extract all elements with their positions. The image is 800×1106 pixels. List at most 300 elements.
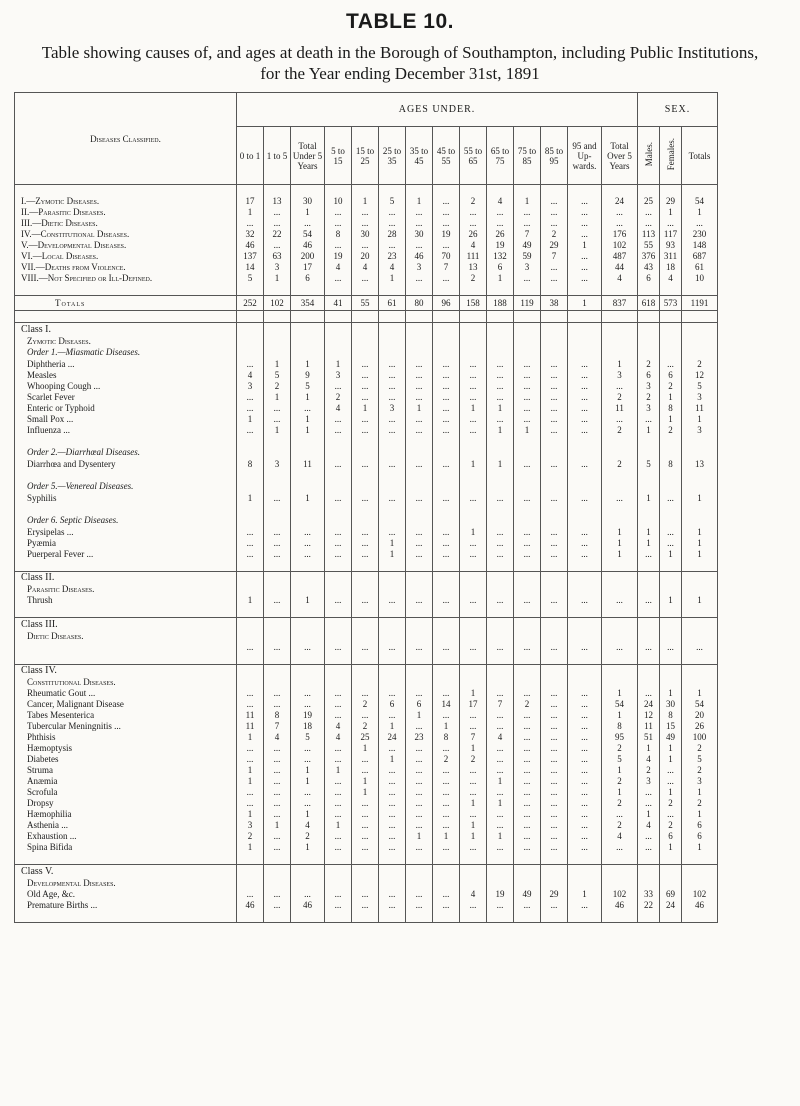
value-cell: ... — [568, 754, 602, 765]
row-label: Scrofula — [15, 787, 237, 798]
value-cell: ... — [264, 595, 291, 606]
value-cell: 54 — [682, 196, 718, 207]
value-cell: ... — [352, 549, 379, 560]
value-cell: ... — [406, 776, 433, 787]
value-cell — [660, 571, 682, 584]
value-cell: 1 — [291, 392, 325, 403]
value-cell: 1 — [638, 809, 660, 820]
value-cell — [264, 311, 291, 323]
row-label: Phthisis — [15, 732, 237, 743]
value-cell: ... — [514, 732, 541, 743]
value-cell — [514, 436, 541, 447]
value-cell — [325, 311, 352, 323]
row-label: Puerperal Fever ... — [15, 549, 237, 560]
value-cell — [433, 311, 460, 323]
value-cell — [514, 323, 541, 336]
value-cell: ... — [660, 218, 682, 229]
row-label: Anæmia — [15, 776, 237, 787]
value-cell: 2 — [638, 765, 660, 776]
value-cell — [638, 560, 660, 572]
value-cell: ... — [379, 359, 406, 370]
value-cell: 69 — [660, 889, 682, 900]
value-cell: 5 — [291, 732, 325, 743]
value-cell: 41 — [325, 296, 352, 311]
value-cell — [237, 618, 264, 631]
value-cell: 1 — [660, 595, 682, 606]
value-cell — [568, 571, 602, 584]
value-cell — [352, 185, 379, 197]
value-cell: ... — [379, 765, 406, 776]
sex-header: SEX. — [638, 93, 718, 127]
row-label: VI.—Local Diseases. — [15, 251, 237, 262]
value-cell: ... — [541, 831, 568, 842]
value-cell: ... — [352, 710, 379, 721]
value-cell — [541, 347, 568, 359]
value-cell: 188 — [487, 296, 514, 311]
value-cell — [433, 571, 460, 584]
value-cell — [264, 878, 291, 889]
value-cell — [682, 311, 718, 323]
value-cell: 30 — [660, 699, 682, 710]
row-label: Dropsy — [15, 798, 237, 809]
value-cell — [291, 631, 325, 642]
value-cell — [638, 584, 660, 595]
value-cell: ... — [291, 754, 325, 765]
value-cell: 3 — [406, 262, 433, 273]
value-cell: ... — [602, 842, 638, 853]
value-cell: 1 — [682, 842, 718, 853]
value-cell — [514, 470, 541, 481]
disease-row — [15, 710, 718, 721]
value-cell: ... — [352, 754, 379, 765]
value-cell: 8 — [602, 721, 638, 732]
value-cell: ... — [433, 381, 460, 392]
value-cell — [487, 571, 514, 584]
value-cell: 5 — [682, 754, 718, 765]
value-cell — [541, 853, 568, 865]
value-cell — [638, 284, 660, 296]
value-cell: 3 — [638, 381, 660, 392]
value-cell: 6 — [406, 699, 433, 710]
value-cell — [406, 606, 433, 618]
value-cell: ... — [352, 688, 379, 699]
value-cell — [514, 584, 541, 595]
totals-header: Totals — [682, 127, 718, 185]
value-cell: ... — [379, 798, 406, 809]
value-cell — [514, 865, 541, 878]
value-cell: ... — [541, 754, 568, 765]
value-cell: ... — [568, 787, 602, 798]
value-cell: ... — [541, 721, 568, 732]
value-cell: ... — [514, 414, 541, 425]
value-cell: ... — [638, 549, 660, 560]
value-cell: ... — [325, 754, 352, 765]
value-cell: ... — [541, 527, 568, 538]
value-cell: ... — [514, 710, 541, 721]
value-cell: ... — [460, 538, 487, 549]
value-cell: 26 — [682, 721, 718, 732]
value-cell — [660, 311, 682, 323]
value-cell: ... — [638, 642, 660, 653]
value-cell — [487, 436, 514, 447]
value-cell — [568, 515, 602, 527]
value-cell — [406, 911, 433, 923]
value-cell — [487, 560, 514, 572]
value-cell: 1 — [291, 207, 325, 218]
value-cell: ... — [352, 493, 379, 504]
value-cell: 46 — [237, 240, 264, 251]
value-cell: ... — [352, 820, 379, 831]
value-cell: 22 — [264, 229, 291, 240]
value-cell — [264, 347, 291, 359]
value-cell — [291, 664, 325, 677]
value-cell — [325, 481, 352, 493]
table-row — [15, 436, 718, 447]
value-cell — [237, 853, 264, 865]
value-cell: ... — [325, 414, 352, 425]
value-cell: ... — [514, 359, 541, 370]
value-cell — [602, 436, 638, 447]
value-cell: ... — [660, 765, 682, 776]
value-cell: ... — [487, 710, 514, 721]
value-cell: 1 — [325, 820, 352, 831]
value-cell: ... — [541, 493, 568, 504]
value-cell — [514, 515, 541, 527]
value-cell: ... — [568, 842, 602, 853]
value-cell — [379, 481, 406, 493]
value-cell: 2 — [352, 699, 379, 710]
class-name-row — [15, 677, 718, 688]
value-cell: 1 — [237, 493, 264, 504]
value-cell — [325, 653, 352, 665]
value-cell: 13 — [460, 262, 487, 273]
age-column-header: 15 to 25 — [352, 127, 379, 185]
value-cell: ... — [514, 688, 541, 699]
value-cell: 20 — [352, 251, 379, 262]
value-cell: 2 — [602, 776, 638, 787]
value-cell — [291, 447, 325, 459]
value-cell: ... — [460, 787, 487, 798]
value-cell: 1 — [406, 403, 433, 414]
value-cell — [487, 311, 514, 323]
value-cell: ... — [541, 273, 568, 284]
value-cell — [237, 481, 264, 493]
value-cell: ... — [541, 642, 568, 653]
value-cell: ... — [352, 218, 379, 229]
value-cell: 1 — [460, 820, 487, 831]
value-cell: ... — [379, 459, 406, 470]
row-label: Scarlet Fever — [15, 392, 237, 403]
value-cell: ... — [325, 527, 352, 538]
row-label: II.—Parasitic Diseases. — [15, 207, 237, 218]
value-cell: ... — [379, 710, 406, 721]
value-cell — [291, 911, 325, 923]
value-cell — [514, 853, 541, 865]
value-cell: 4 — [325, 262, 352, 273]
value-cell — [379, 606, 406, 618]
value-cell: ... — [237, 787, 264, 798]
value-cell — [682, 653, 718, 665]
value-cell: ... — [568, 538, 602, 549]
value-cell: ... — [568, 765, 602, 776]
value-cell: 33 — [638, 889, 660, 900]
value-cell: ... — [379, 900, 406, 911]
value-cell — [379, 677, 406, 688]
value-cell: ... — [264, 754, 291, 765]
value-cell: 1 — [487, 425, 514, 436]
age-column-header: 85 to 95 — [541, 127, 568, 185]
row-label: Rheumatic Gout ... — [15, 688, 237, 699]
value-cell: ... — [291, 889, 325, 900]
value-cell: ... — [541, 392, 568, 403]
value-cell: 51 — [638, 732, 660, 743]
value-cell — [237, 311, 264, 323]
value-cell: 5 — [379, 196, 406, 207]
value-cell: ... — [541, 809, 568, 820]
value-cell — [487, 323, 514, 336]
value-cell — [568, 436, 602, 447]
value-cell — [291, 653, 325, 665]
value-cell: ... — [568, 809, 602, 820]
value-cell — [406, 584, 433, 595]
value-cell: ... — [291, 699, 325, 710]
value-cell — [379, 664, 406, 677]
value-cell: 1 — [264, 273, 291, 284]
age-column-header: 75 to 85 — [514, 127, 541, 185]
value-cell: 1 — [602, 710, 638, 721]
value-cell — [660, 911, 682, 923]
value-cell: 1 — [638, 527, 660, 538]
disease-row — [15, 425, 718, 436]
value-cell: 8 — [660, 459, 682, 470]
value-cell — [460, 436, 487, 447]
value-cell — [638, 336, 660, 347]
value-cell: ... — [433, 527, 460, 538]
value-cell: ... — [237, 538, 264, 549]
value-cell: 2 — [602, 743, 638, 754]
value-cell: ... — [433, 889, 460, 900]
value-cell: 1 — [237, 842, 264, 853]
value-cell: ... — [514, 595, 541, 606]
value-cell — [325, 185, 352, 197]
value-cell: ... — [514, 370, 541, 381]
value-cell: ... — [433, 240, 460, 251]
value-cell: ... — [237, 798, 264, 809]
value-cell: ... — [325, 710, 352, 721]
value-cell — [237, 631, 264, 642]
value-cell — [379, 323, 406, 336]
value-cell: ... — [568, 688, 602, 699]
value-cell — [352, 664, 379, 677]
value-cell: ... — [514, 900, 541, 911]
row-label — [15, 185, 237, 197]
value-cell — [638, 653, 660, 665]
value-cell: ... — [291, 403, 325, 414]
value-cell — [541, 865, 568, 878]
value-cell: 13 — [264, 196, 291, 207]
value-cell: 29 — [541, 240, 568, 251]
value-cell: ... — [638, 207, 660, 218]
value-cell: 55 — [352, 296, 379, 311]
value-cell: 95 — [602, 732, 638, 743]
value-cell: 5 — [602, 754, 638, 765]
value-cell — [325, 571, 352, 584]
value-cell — [638, 677, 660, 688]
value-cell: ... — [352, 900, 379, 911]
value-cell: ... — [406, 359, 433, 370]
value-cell: 12 — [638, 710, 660, 721]
value-cell — [487, 618, 514, 631]
value-cell: 1 — [291, 595, 325, 606]
value-cell: ... — [325, 798, 352, 809]
value-cell — [660, 677, 682, 688]
value-cell: ... — [460, 549, 487, 560]
value-cell: ... — [406, 218, 433, 229]
value-cell — [379, 911, 406, 923]
value-cell — [406, 436, 433, 447]
value-cell: 2 — [325, 392, 352, 403]
value-cell — [264, 571, 291, 584]
value-cell — [264, 664, 291, 677]
value-cell: 1 — [487, 459, 514, 470]
value-cell — [514, 185, 541, 197]
value-cell — [660, 336, 682, 347]
value-cell — [352, 436, 379, 447]
value-cell: 4 — [291, 820, 325, 831]
value-cell: ... — [460, 776, 487, 787]
row-label: Diarrhœa and Dysentery — [15, 459, 237, 470]
value-cell: ... — [237, 425, 264, 436]
disease-row — [15, 831, 718, 842]
value-cell: ... — [433, 842, 460, 853]
value-cell — [487, 911, 514, 923]
value-cell — [379, 336, 406, 347]
row-label — [15, 911, 237, 923]
value-cell — [264, 911, 291, 923]
value-cell — [264, 677, 291, 688]
value-cell: 1 — [682, 538, 718, 549]
value-cell: 17 — [291, 262, 325, 273]
value-cell: 1 — [325, 359, 352, 370]
value-cell: ... — [433, 359, 460, 370]
value-cell — [514, 677, 541, 688]
value-cell: 23 — [406, 732, 433, 743]
value-cell — [291, 515, 325, 527]
class-heading — [15, 664, 718, 677]
value-cell — [460, 336, 487, 347]
row-label — [15, 606, 237, 618]
value-cell — [379, 865, 406, 878]
value-cell: ... — [237, 527, 264, 538]
value-cell — [406, 504, 433, 515]
value-cell: ... — [406, 754, 433, 765]
value-cell — [264, 436, 291, 447]
summary-row — [15, 229, 718, 240]
row-label: Diphtheria ... — [15, 359, 237, 370]
value-cell — [325, 865, 352, 878]
value-cell — [682, 336, 718, 347]
row-label: Erysipelas ... — [15, 527, 237, 538]
value-cell: ... — [541, 710, 568, 721]
value-cell: 46 — [291, 900, 325, 911]
value-cell: 49 — [514, 889, 541, 900]
value-cell — [682, 911, 718, 923]
row-label: Struma — [15, 765, 237, 776]
value-cell — [291, 571, 325, 584]
value-cell — [514, 284, 541, 296]
value-cell: ... — [514, 743, 541, 754]
value-cell: ... — [433, 743, 460, 754]
value-cell: 23 — [379, 251, 406, 262]
value-cell: ... — [487, 809, 514, 820]
value-cell: ... — [541, 403, 568, 414]
value-cell — [325, 347, 352, 359]
value-cell: 1 — [291, 776, 325, 787]
value-cell: 11 — [237, 710, 264, 721]
value-cell: ... — [264, 809, 291, 820]
value-cell — [379, 878, 406, 889]
value-cell: ... — [237, 754, 264, 765]
value-cell: 4 — [264, 732, 291, 743]
value-cell: ... — [568, 251, 602, 262]
value-cell: 1 — [660, 549, 682, 560]
value-cell: ... — [514, 776, 541, 787]
value-cell: ... — [660, 538, 682, 549]
value-cell: 1 — [660, 392, 682, 403]
value-cell — [568, 878, 602, 889]
value-cell: ... — [660, 642, 682, 653]
males-header: Males. — [638, 127, 660, 185]
value-cell — [660, 560, 682, 572]
value-cell — [541, 911, 568, 923]
value-cell — [638, 853, 660, 865]
value-cell — [237, 470, 264, 481]
value-cell: ... — [433, 196, 460, 207]
value-cell: ... — [237, 642, 264, 653]
disease-row — [15, 798, 718, 809]
value-cell — [602, 878, 638, 889]
value-cell: 1 — [460, 743, 487, 754]
value-cell: 54 — [682, 699, 718, 710]
value-cell: 4 — [460, 889, 487, 900]
value-cell: ... — [352, 370, 379, 381]
value-cell: 1 — [460, 403, 487, 414]
value-cell: ... — [406, 889, 433, 900]
class-label: Class V. — [15, 865, 237, 878]
value-cell: ... — [568, 403, 602, 414]
value-cell — [433, 618, 460, 631]
value-cell — [487, 631, 514, 642]
table-caption: Table showing causes of, and ages at death in the Borough of Southampton, including Public Institutions, for the Year ending December 31st, 1891 — [41, 43, 759, 83]
value-cell: 102 — [682, 889, 718, 900]
value-cell — [379, 436, 406, 447]
value-cell: ... — [264, 527, 291, 538]
value-cell — [433, 853, 460, 865]
value-cell: 11 — [682, 403, 718, 414]
value-cell — [237, 447, 264, 459]
value-cell: 6 — [682, 820, 718, 831]
value-cell: ... — [487, 549, 514, 560]
value-cell: ... — [541, 743, 568, 754]
value-cell: 1 — [352, 403, 379, 414]
value-cell — [460, 347, 487, 359]
value-cell: 5 — [638, 459, 660, 470]
value-cell: 4 — [602, 831, 638, 842]
value-cell — [541, 336, 568, 347]
disease-row — [15, 776, 718, 787]
value-cell: 2 — [682, 765, 718, 776]
value-cell: ... — [568, 262, 602, 273]
